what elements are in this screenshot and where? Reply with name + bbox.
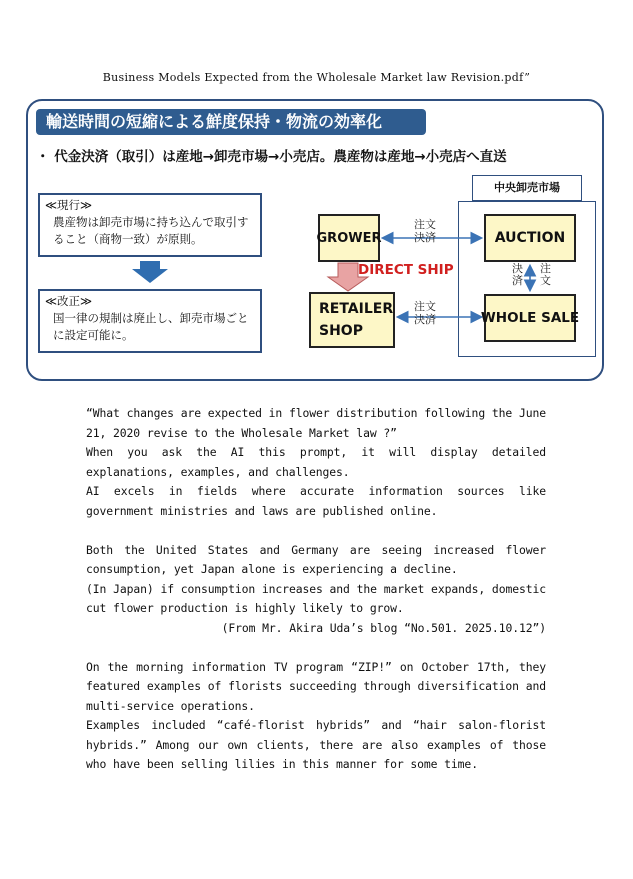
wholesale-box: WHOLE SALE [484,294,576,342]
retailer-shop-box [309,292,395,348]
revised-rule-body: 国一律の規制は廃止し、卸売市場ごとに設定可能に。 [53,311,249,342]
order-label: 注文 [414,218,436,231]
paragraph-examples: Examples included “café-florist hybrids” and “hair salon-florist hybrids.” Among our own clients, there are also examples of those who have been selling lilies in this manner for some time. [86,718,546,771]
grower-box: GROWER [318,214,380,262]
vertical-order-label: 注文 [540,262,551,287]
settle-label: 決済 [414,231,436,244]
retailer-line2: SHOP [319,323,363,339]
paragraph-source: (From Mr. Akira Uda’s blog “No.501. 2025.10.12”) [221,620,546,635]
diagram-subhead: ・ 代金決済（取引）は産地→卸売市場→小売店。農産物は産地→小売店へ直送 [36,149,507,165]
paragraph-japan: (In Japan) if consumption increases and the market expands, domestic cut flower production is highly likely to grow. [86,581,546,615]
order-label-2: 注文 [414,300,436,313]
settle-label-2: 決済 [414,313,436,326]
diagram-banner: 輸送時間の短縮による鮮度保持・物流の効率化 [36,109,426,135]
current-rule-body: 農産物は卸売市場に持ち込んで取引すること（商物一致）が原則。 [53,215,249,246]
paragraph-zip-program: On the morning information TV program “ZIP!” on October 17th, they featured examples of florists succeeding through diversification and multi-service operations. [86,659,546,713]
paragraph-ai-prompt: When you ask the AI this prompt, it will display detailed explanations, examples, and challenges. [86,445,546,479]
distribution-diagram [26,99,604,381]
direct-ship-label: DIRECT SHIP [358,262,454,278]
article-body [86,404,546,775]
paragraph-question: “What changes are expected in flower distribution following the June 21, 2020 revise to the Wholesale Market law ?” [86,406,546,440]
paragraph-consumption: Both the United States and Germany are seeing increased flower consumption, yet Japan alone is experiencing a decline. [86,542,546,576]
paragraph-ai-fields: AI excels in fields where accurate information sources like government ministries and laws are published online. [86,484,546,518]
current-rule-title: ≪現行≫ [45,198,93,212]
document-caption: Business Models Expected from the Wholesale Market law Revision.pdf” [102,71,531,84]
bottom-flow-labels [414,300,436,326]
top-flow-labels [414,218,436,244]
revised-rule-title: ≪改正≫ [45,294,93,308]
central-market-label: 中央卸売市場 [472,175,582,201]
auction-box: AUCTION [484,214,576,262]
vertical-settle-label: 決済 [512,262,523,287]
retailer-line1: RETAILER [319,301,394,317]
